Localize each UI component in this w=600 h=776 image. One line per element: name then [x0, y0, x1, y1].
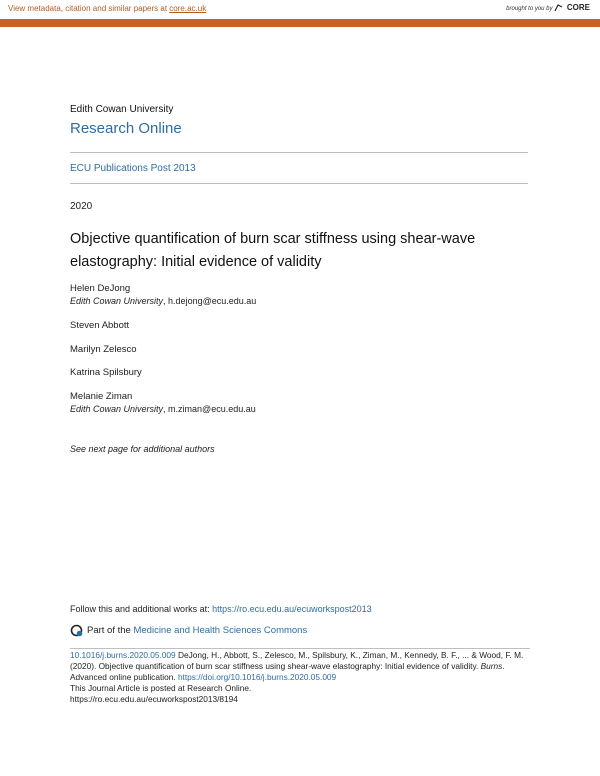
- divider: [70, 183, 528, 184]
- doi-url-link[interactable]: https://doi.org/10.1016/j.burns.2020.05.009: [177, 672, 337, 682]
- part-of-line: Part of the Medicine and Health Sciences Commons: [70, 624, 307, 637]
- author-name: Helen DeJong: [70, 283, 131, 294]
- core-ac-uk-link[interactable]: core.ac.uk: [169, 4, 207, 13]
- core-provided-by[interactable]: provided by Research Online @ ECU: [496, 39, 588, 45]
- author-name: Marilyn Zelesco: [70, 344, 137, 355]
- see-next-page-note: See next page for additional authors: [70, 444, 215, 454]
- citation-divider: [70, 648, 530, 649]
- publication-series-link[interactable]: ECU Publications Post 2013: [70, 163, 196, 174]
- repository-name[interactable]: Research Online: [70, 120, 182, 137]
- core-logo-icon: [554, 4, 563, 12]
- author-name: Steven Abbott: [70, 320, 130, 331]
- core-banner-top: [0, 0, 600, 19]
- core-banner: [0, 0, 600, 45]
- divider: [70, 152, 528, 153]
- publication-year: 2020: [70, 201, 93, 212]
- author-affiliation: Edith Cowan University, m.ziman@ecu.edu.au: [70, 404, 256, 414]
- doi-link[interactable]: 10.1016/j.burns.2020.05.009: [70, 650, 176, 660]
- posted-note: This Journal Article is posted at Research Online.: [70, 683, 252, 693]
- commons-link[interactable]: Medicine and Health Sciences Commons: [133, 625, 308, 636]
- core-brought-by: brought to you by CORE: [506, 3, 590, 12]
- citation-block: 10.1016/j.burns.2020.05.009 DeJong, H., Abbott, S., Zelesco, M., Spilsbury, K., Ziman, M., Kennedy, B. F., ... & Wood, F. M. (2020). Objective quantification of burn scar stiffness using shear-wave elastography: Initial evidence of validity. Burns. Advanced online publication. https://doi.org/10.1016/j.burns.2020.05.009 This Journal Article is posted at Research Online. https://ro.ecu.edu.au/ecuworkspost2013/8194: [70, 650, 524, 704]
- handle-url[interactable]: https://ro.ecu.edu.au/ecuworkspost2013/8194: [70, 694, 238, 704]
- author-name: Katrina Spilsbury: [70, 367, 142, 378]
- follow-works-line: Follow this and additional works at: https://ro.ecu.edu.au/ecuworkspost2013: [70, 604, 372, 614]
- core-logo-text: CORE: [566, 3, 590, 12]
- ecuworks-link[interactable]: https://ro.ecu.edu.au/ecuworkspost2013: [212, 604, 372, 614]
- author-name: Melanie Ziman: [70, 391, 133, 402]
- commons-network-icon: [70, 624, 83, 637]
- author-affiliation: Edith Cowan University, h.dejong@ecu.edu.au: [70, 296, 257, 306]
- core-provided-strip: [0, 19, 600, 45]
- core-metadata-link[interactable]: View metadata, citation and similar papers at core.ac.uk: [8, 4, 207, 13]
- institution-name: Edith Cowan University: [70, 104, 174, 115]
- article-title: Objective quantification of burn scar stiffness using shear-wave elastography: Initial evidence of validity: [70, 231, 476, 270]
